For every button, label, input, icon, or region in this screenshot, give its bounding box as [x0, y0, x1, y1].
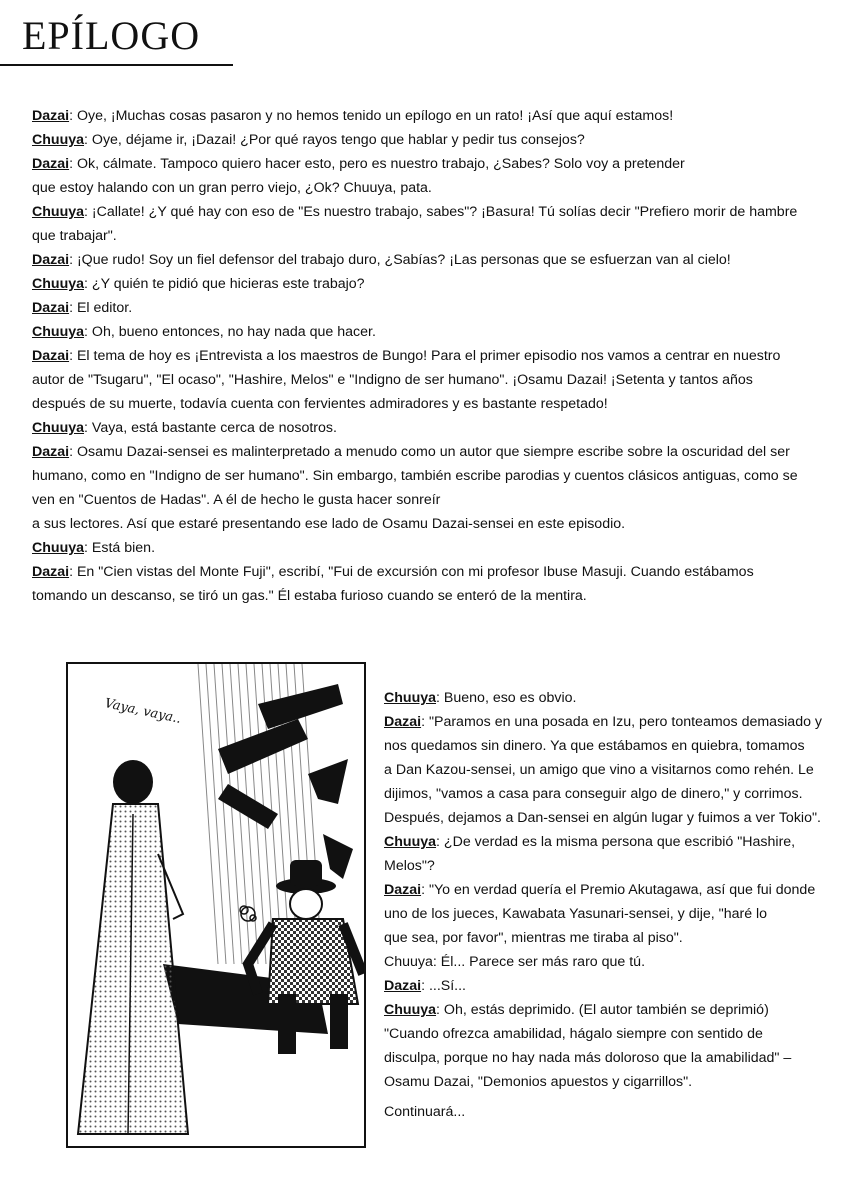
dialogue-text: : Osamu Dazai-sensei es malinterpretado a menudo como un autor que siempre escribe sobre la oscuridad del ser — [69, 444, 790, 460]
speaker-name: Dazai — [32, 444, 70, 460]
speaker-name: Chuuya — [384, 690, 437, 706]
speaker-name: Chuuya — [384, 1002, 437, 1018]
dialogue-text: : Oye, ¡Muchas cosas pasaron y no hemos tenido un epílogo en un rato! ¡Así que aquí estamos! — [69, 108, 674, 124]
dialogue-line — [32, 296, 824, 320]
speaker-name: Chuuya — [384, 834, 437, 850]
dialogue-line — [32, 440, 824, 464]
dialogue-line — [32, 104, 824, 128]
dialogue-text: : En "Cien vistas del Monte Fuji", escribí, "Fui de excursión con mi profesor Ibuse Masuji. Cuando estábamos — [69, 564, 754, 580]
dialogue-continuation: que estoy halando con un gran perro viejo, ¿Ok? Chuuya, pata. — [32, 180, 432, 196]
dialogue-text: : Vaya, está bastante cerca de nosotros. — [84, 420, 337, 436]
dialogue-line — [384, 710, 826, 734]
dialogue-continuation: uno de los jueces, Kawabata Yasunari-sensei, y dije, "haré lo — [384, 906, 768, 922]
frustration-scribble — [240, 906, 256, 921]
dialogue-continuation: disculpa, porque no hay nada más doloroso que la amabilidad" – — [384, 1050, 792, 1066]
dialogue-continuation: que sea, por favor", mientras me tiraba al piso". — [384, 930, 683, 946]
dialogue-continuation: ven en "Cuentos de Hadas". A él de hecho le gusta hacer sonreír — [32, 492, 441, 508]
dialogue-text: : ¿De verdad es la misma persona que escribió "Hashire, — [436, 834, 796, 850]
dialogue-line — [32, 320, 824, 344]
dialogue-text: : Oye, déjame ir, ¡Dazai! ¿Por qué rayos tengo que hablar y pedir tus consejos? — [84, 132, 585, 148]
dialogue-line — [384, 830, 826, 854]
dialogue-line — [32, 152, 824, 176]
dialogue-text: : Oh, estás deprimido. (El autor también se deprimió) — [436, 1002, 769, 1018]
page-title: EPÍLOGO — [22, 13, 201, 58]
dialogue-continuation: tomando un descanso, se tiró un gas." Él estaba furioso cuando se enteró de la mentira. — [32, 588, 587, 604]
dialogue-text: : ...Sí... — [421, 978, 467, 994]
panel-sfx-text: Vaya, vaya.. — [103, 696, 183, 727]
dialogue-line — [32, 560, 824, 584]
dialogue-continuation: Después, dejamos a Dan-sensei en algún lugar y fuimos a ver Tokio". — [384, 810, 821, 826]
dialogue-text: : Oh, bueno entonces, no hay nada que hacer. — [84, 324, 376, 340]
dialogue-text: : ¡Callate! ¿Y qué hay con eso de "Es nuestro trabajo, sabes"? ¡Basura! Tú solías decir "Prefiero morir de hambre — [84, 204, 798, 220]
dialogue-line — [32, 128, 824, 152]
dialogue-continuation: a sus lectores. Así que estaré presentando ese lado de Osamu Dazai-sensei en este episodio. — [32, 516, 626, 532]
speaker-name: Chuuya — [32, 420, 85, 436]
dialogue-continuation: a Dan Kazou-sensei, un amigo que vino a visitarnos como rehén. Le — [384, 762, 814, 778]
dialogue-text: : ¿Y quién te pidió que hicieras este trabajo? — [84, 276, 365, 292]
dialogue-line — [32, 248, 824, 272]
dialogue-text: : Ok, cálmate. Tampoco quiero hacer esto, pero es nuestro trabajo, ¿Sabes? Solo voy a pretender — [69, 156, 685, 172]
speaker-name: Dazai — [384, 714, 422, 730]
speaker-name: Dazai — [384, 882, 422, 898]
speaker-name: Chuuya — [32, 324, 85, 340]
dialogue-continuation: después de su muerte, todavía cuenta con fervientes admiradores y es bastante respetado! — [32, 396, 608, 412]
title-underline — [0, 64, 233, 66]
dialogue-top — [32, 104, 824, 608]
dialogue-continuation: Melos"? — [384, 858, 435, 874]
speaker-name: Chuuya — [32, 132, 85, 148]
dialogue-line — [384, 974, 826, 998]
manga-panel — [66, 662, 366, 1148]
speaker-name: Dazai — [32, 108, 70, 124]
dialogue-line — [384, 998, 826, 1022]
dialogue-text: : "Yo en verdad quería el Premio Akutagawa, así que fui donde — [421, 882, 816, 898]
speaker-name: Chuuya — [32, 204, 85, 220]
dialogue-continuation: autor de "Tsugaru", "El ocaso", "Hashire, Melos" e "Indigno de ser humano". ¡Osamu Dazai! ¡Setenta y tantos años — [32, 372, 753, 388]
dialogue-line — [32, 416, 824, 440]
dialogue-line — [32, 344, 824, 368]
dialogue-line — [384, 686, 826, 710]
dialogue-line — [32, 272, 824, 296]
dialogue-line-plain: Chuuya: Él... Parece ser más raro que tú. — [384, 954, 646, 970]
dialogue-side — [384, 686, 826, 1094]
dialogue-continuation: humano, como en "Indigno de ser humano". Sin embargo, también escribe parodias y cuentos clásicos antiguas, como se — [32, 468, 798, 484]
dialogue-continuation: nos quedamos sin dinero. Ya que estábamos en quiebra, tomamos — [384, 738, 805, 754]
dialogue-text: : Está bien. — [84, 540, 156, 556]
dialogue-continuation: Osamu Dazai, "Demonios apuestos y cigarrillos". — [384, 1074, 693, 1090]
standing-figure — [78, 760, 188, 1134]
dialogue-text: : Bueno, eso es obvio. — [436, 690, 577, 706]
dialogue-line — [32, 200, 824, 224]
panel-illustration — [68, 664, 364, 1146]
speaker-name: Dazai — [32, 564, 70, 580]
continued-label: Continuará... — [384, 1104, 466, 1120]
dialogue-continuation: dijimos, "vamos a casa para conseguir algo de dinero," y corrimos. — [384, 786, 803, 802]
dialogue-text: : "Paramos en una posada en Izu, pero tonteamos demasiado y — [421, 714, 823, 730]
dialogue-text: : ¡Que rudo! Soy un fiel defensor del trabajo duro, ¿Sabías? ¡Las personas que se esfuerzan van al cielo! — [69, 252, 731, 268]
dialogue-continuation: "Cuando ofrezca amabilidad, hágalo siempre con sentido de — [384, 1026, 763, 1042]
speaker-name: Chuuya — [32, 540, 85, 556]
dialogue-line — [32, 536, 824, 560]
dialogue-continuation: que trabajar". — [32, 228, 117, 244]
dialogue-text: : El editor. — [69, 300, 133, 316]
speaker-name: Chuuya — [32, 276, 85, 292]
speaker-name: Dazai — [32, 156, 70, 172]
dialogue-line — [384, 878, 826, 902]
speaker-name: Dazai — [32, 348, 70, 364]
speaker-name: Dazai — [384, 978, 422, 994]
speaker-name: Dazai — [32, 300, 70, 316]
speaker-name: Dazai — [32, 252, 70, 268]
dialogue-text: : El tema de hoy es ¡Entrevista a los maestros de Bungo! Para el primer episodio nos vamos a centrar en nuestro — [69, 348, 781, 364]
